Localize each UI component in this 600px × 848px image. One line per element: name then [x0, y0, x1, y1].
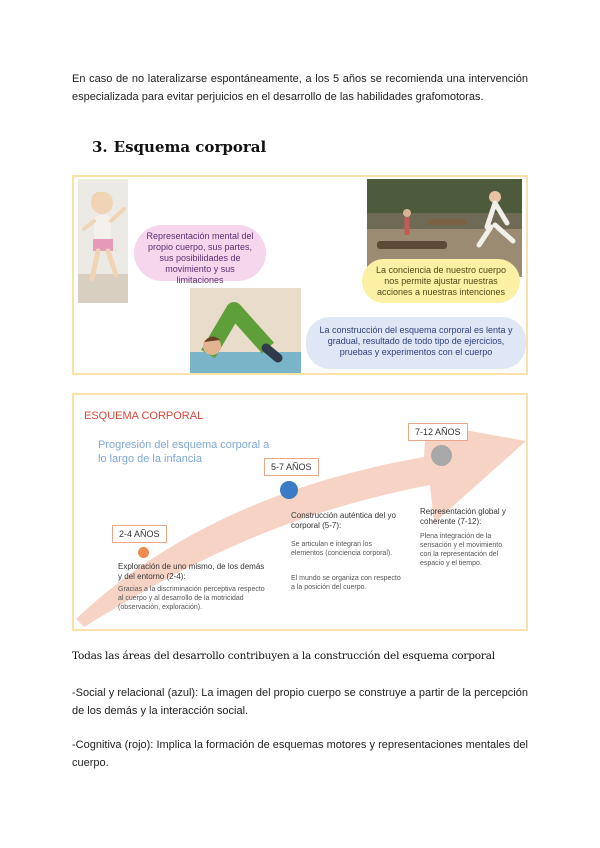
social-paragraph: -Social y relacional (azul): La imagen del propio cuerpo se construye a partir de la percepción de los demás y la interacción social. — [72, 687, 528, 717]
age-label-5-7: 5-7 AÑOS — [264, 458, 319, 476]
stage-2-heading: Construcción auténtica del yo corporal (5-7): — [291, 511, 396, 530]
age-label-7-12: 7-12 AÑOS — [408, 423, 468, 441]
esquema-corporal-infographic — [72, 175, 528, 375]
stage-2-body: Se articulan e integran los elementos (conciencia corporal). — [291, 541, 393, 557]
age-label-2-4: 2-4 AÑOS — [112, 525, 167, 543]
stage-dot-blue — [280, 481, 298, 499]
bubble-construccion-esquema: La construcción del esquema corporal es lenta y gradual, resultado de todo tipo de ejercicios, pruebas y experimentos con el cuerpo — [306, 317, 526, 369]
stage-3-heading: Representación global y coherente (7-12): — [420, 507, 506, 526]
stage-1-body: Gracias a la discriminación perceptiva respecto al cuerpo y al desarrollo de la motricidad (observación, exploración). — [118, 586, 265, 611]
section-number: 3. — [92, 138, 108, 156]
cognitiva-paragraph: -Cognitiva (rojo): Implica la formación de esquemas motores y representaciones mentales del cuerpo. — [72, 739, 528, 769]
stage-2-body-2: El mundo se organiza con respecto a la posición del cuerpo. — [291, 575, 401, 591]
stage-3-body: Plena integración de la sensación y el movimiento con la representación del espacio y el tiempo. — [420, 533, 503, 567]
stage-dot-orange — [138, 547, 149, 558]
diagram-title: ESQUEMA CORPORAL — [84, 410, 204, 422]
stage-1-heading: Exploración de uno mismo, de los demás y del entorno (2-4): — [118, 562, 265, 581]
stage-dot-grey — [431, 445, 452, 466]
diagram-subtitle: Progresión del esquema corporal a lo largo de la infancia — [98, 439, 270, 465]
photo-child-downward-dog — [190, 288, 301, 373]
areas-summary-line: Todas las áreas del desarrollo contribuyen a la construcción del esquema corporal — [72, 650, 495, 662]
section-title: Esquema corporal — [113, 138, 267, 156]
bubble-conciencia-cuerpo: La conciencia de nuestro cuerpo nos permite ajustar nuestras acciones a nuestras intenciones — [362, 259, 520, 303]
bubble-representacion-mental: Representación mental del propio cuerpo, sus partes, sus posibilidades de movimiento y sus limitaciones — [134, 225, 266, 281]
photo-girl-dancing — [78, 179, 128, 303]
progression-diagram — [72, 393, 528, 631]
section-heading — [92, 138, 266, 156]
intro-paragraph: En caso de no lateralizarse espontáneamente, a los 5 años se recomienda una intervención especializada para evitar perjuicios en el desarrollo de las habilidades grafomotoras. — [72, 73, 528, 103]
